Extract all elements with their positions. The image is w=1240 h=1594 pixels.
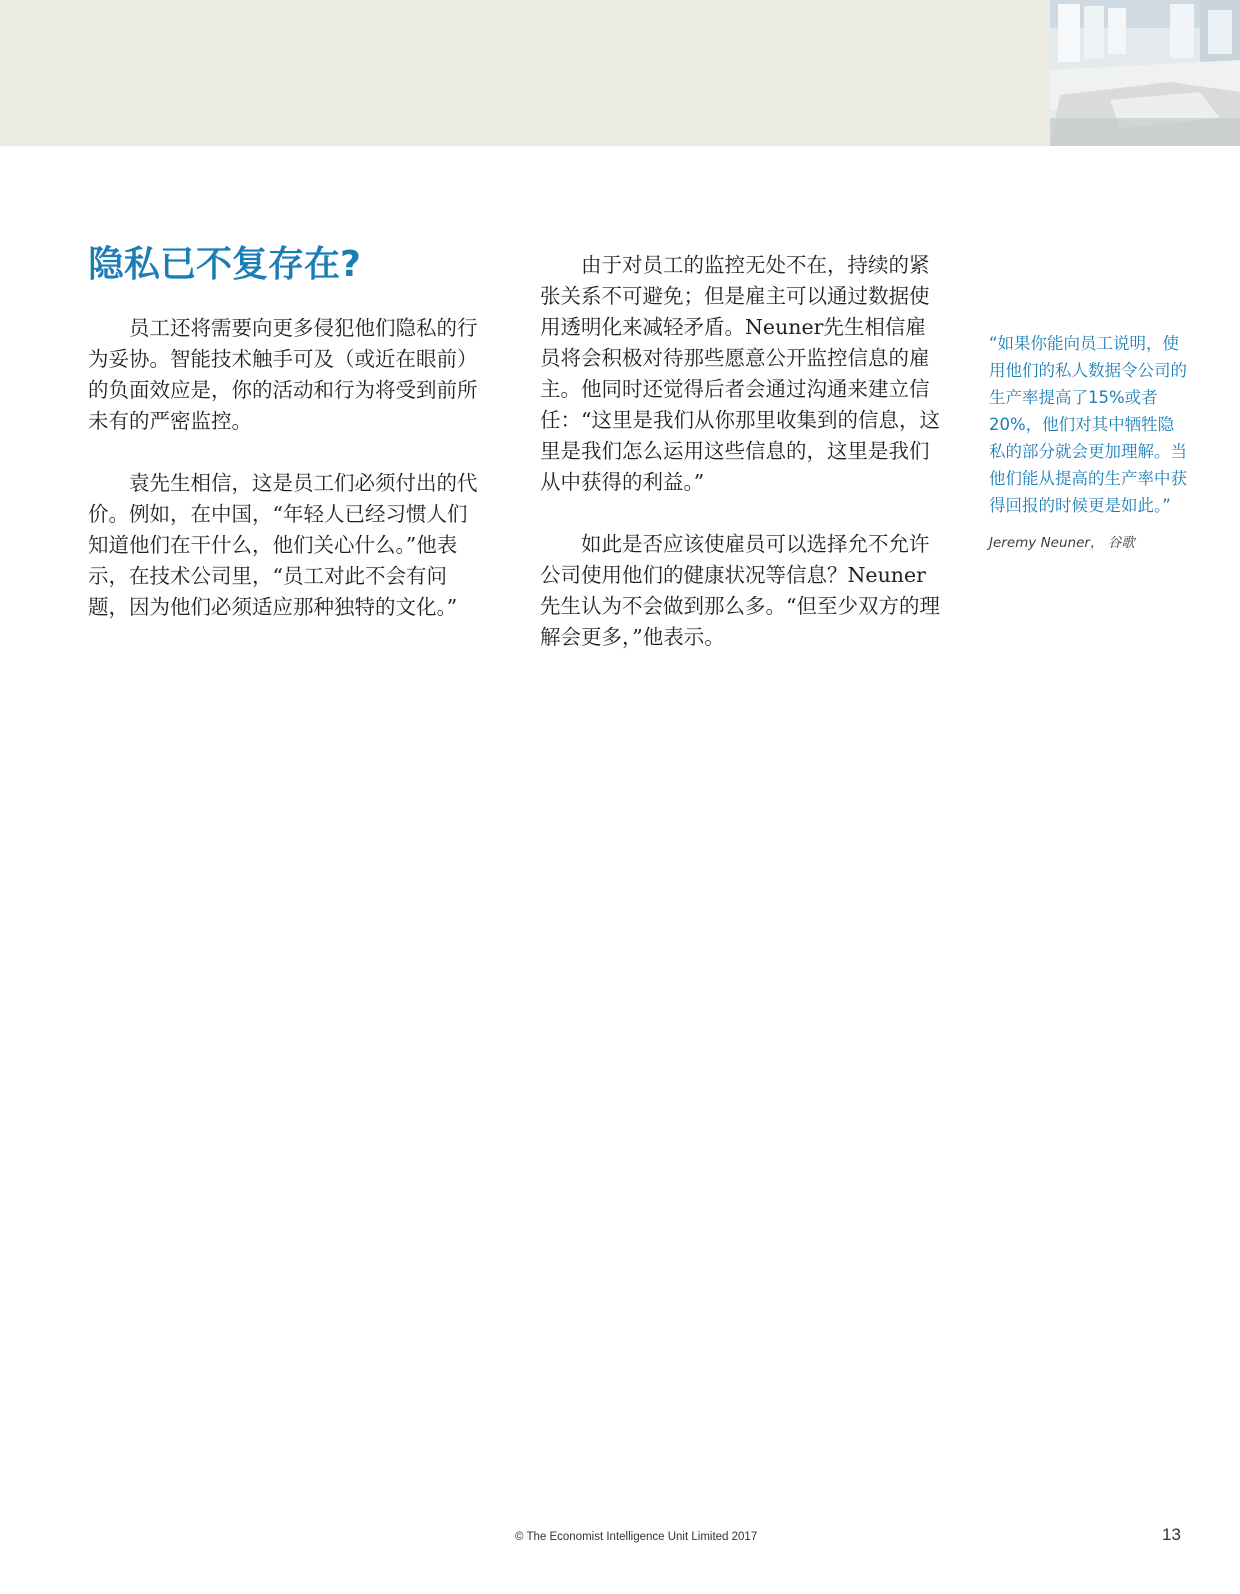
- page-title: 隐私已不复存在?: [88, 244, 361, 285]
- page-number: 13: [1162, 1525, 1181, 1544]
- body-paragraph: 如此是否应该使雇员可以选择允不允许公司使用他们的健康状况等信息？Neuner先生认为不会做到那么多。“但至少双方的理解会更多，”他表示。: [540, 532, 940, 649]
- body-paragraph: 袁先生相信，这是员工们必须付出的代价。例如，在中国，“年轻人已经习惯人们知道他们在干什么，他们关心什么。”他表示，在技术公司里，“员工对此不会有问题，因为他们必须适应那种独特的文化。”: [88, 471, 478, 619]
- header-office-photo: [1050, 0, 1240, 146]
- footer-copyright: © The Economist Intelligence Unit Limited 2017: [515, 1531, 758, 1543]
- pull-quote: [989, 330, 1189, 553]
- body-paragraph: 由于对员工的监控无处不在，持续的紧张关系不可避免；但是雇主可以通过数据使用透明化来减轻矛盾。Neuner先生相信雇员将会积极对待那些愿意公开监控信息的雇主。他同时还觉得后者会通过沟通来建立信任：“这里是我们从你那里收集到的信息，这里是我们怎么运用这些信息的，这里是我们从中获得的利益。”: [540, 253, 940, 494]
- body-paragraph: 员工还将需要向更多侵犯他们隐私的行为妥协。智能技术触手可及（或近在眼前）的负面效应是，你的活动和行为将受到前所未有的严密监控。: [88, 316, 478, 433]
- left-column: [88, 313, 486, 623]
- pull-quote-attribution: Jeremy Neuner， 谷歌: [989, 535, 1135, 551]
- middle-column: [540, 250, 940, 653]
- pull-quote-text: “如果你能向员工说明，使用他们的私人数据令公司的生产率提高了15%或者20%，他们对其中牺牲隐私的部分就会更加理解。当他们能从提高的生产率中获得回报的时候更是如此。”: [989, 334, 1187, 515]
